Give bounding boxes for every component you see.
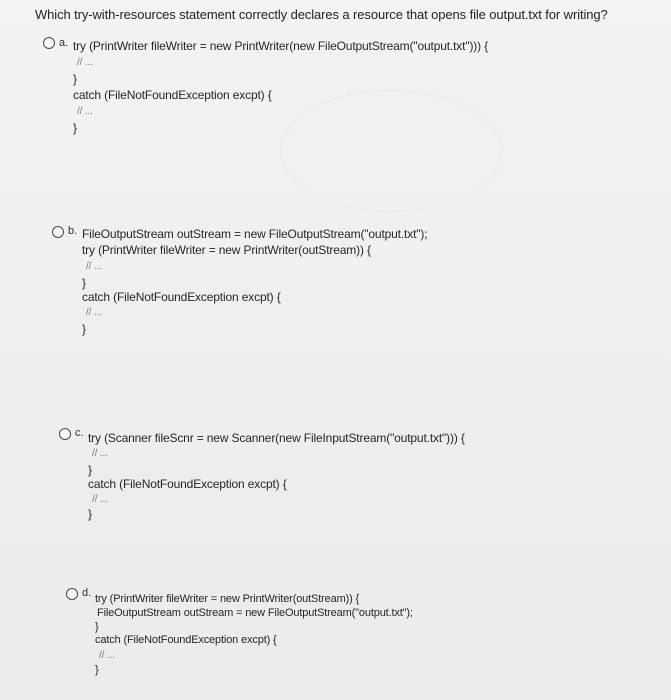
option-b-line-6: // ... xyxy=(86,307,102,318)
radio-a[interactable] xyxy=(43,37,55,49)
option-c-line-6: } xyxy=(88,507,92,521)
option-c-line-1: try (Scanner fileScnr = new Scanner(new FileInputStream("output.txt"))) { xyxy=(88,431,465,445)
option-c-line-4: catch (FileNotFoundException excpt) { xyxy=(88,477,287,491)
option-b-line-1: FileOutputStream outStream = new FileOutputStream("output.txt"); xyxy=(82,227,428,241)
option-a-line-1: try (PrintWriter fileWriter = new PrintWriter(new FileOutputStream("output.txt"))) { xyxy=(73,39,489,53)
option-c-letter: c. xyxy=(75,427,84,439)
option-a-line-2: // ... xyxy=(77,57,93,68)
option-d-letter: d. xyxy=(82,587,92,599)
option-d-line-5: // ... xyxy=(99,650,115,661)
option-a-line-5: // ... xyxy=(77,106,93,117)
option-b-line-7: } xyxy=(82,322,86,336)
option-d-line-6: } xyxy=(95,664,99,676)
option-b-line-4: } xyxy=(82,276,86,290)
radio-b[interactable] xyxy=(52,226,64,238)
option-a-letter: a. xyxy=(59,37,69,49)
option-b-line-5: catch (FileNotFoundException excpt) { xyxy=(82,290,281,304)
option-d-line-2: FileOutputStream outStream = new FileOutputStream("output.txt"); xyxy=(97,607,413,619)
question-text: Which try-with-resources statement correctly declares a resource that opens file output.txt for writing? xyxy=(35,7,608,22)
option-b-line-2: try (PrintWriter fileWriter = new PrintWriter(outStream)) { xyxy=(82,243,371,257)
option-a-line-3: } xyxy=(73,72,77,86)
option-d-line-1: try (PrintWriter fileWriter = new PrintWriter(outStream)) { xyxy=(95,593,360,605)
option-a-line-4: catch (FileNotFoundException excpt) { xyxy=(73,88,272,102)
option-d-line-4: catch (FileNotFoundException excpt) { xyxy=(95,634,277,646)
option-c-line-3: } xyxy=(88,463,92,477)
option-c-line-2: // ... xyxy=(92,448,108,459)
radio-c[interactable] xyxy=(59,428,71,440)
option-b-line-3: // ... xyxy=(86,261,102,272)
option-a-line-6: } xyxy=(73,121,77,135)
radio-d[interactable] xyxy=(66,588,78,600)
option-b-letter: b. xyxy=(68,225,78,237)
option-d-line-3: } xyxy=(95,621,99,633)
option-c-line-5: // ... xyxy=(92,494,108,505)
